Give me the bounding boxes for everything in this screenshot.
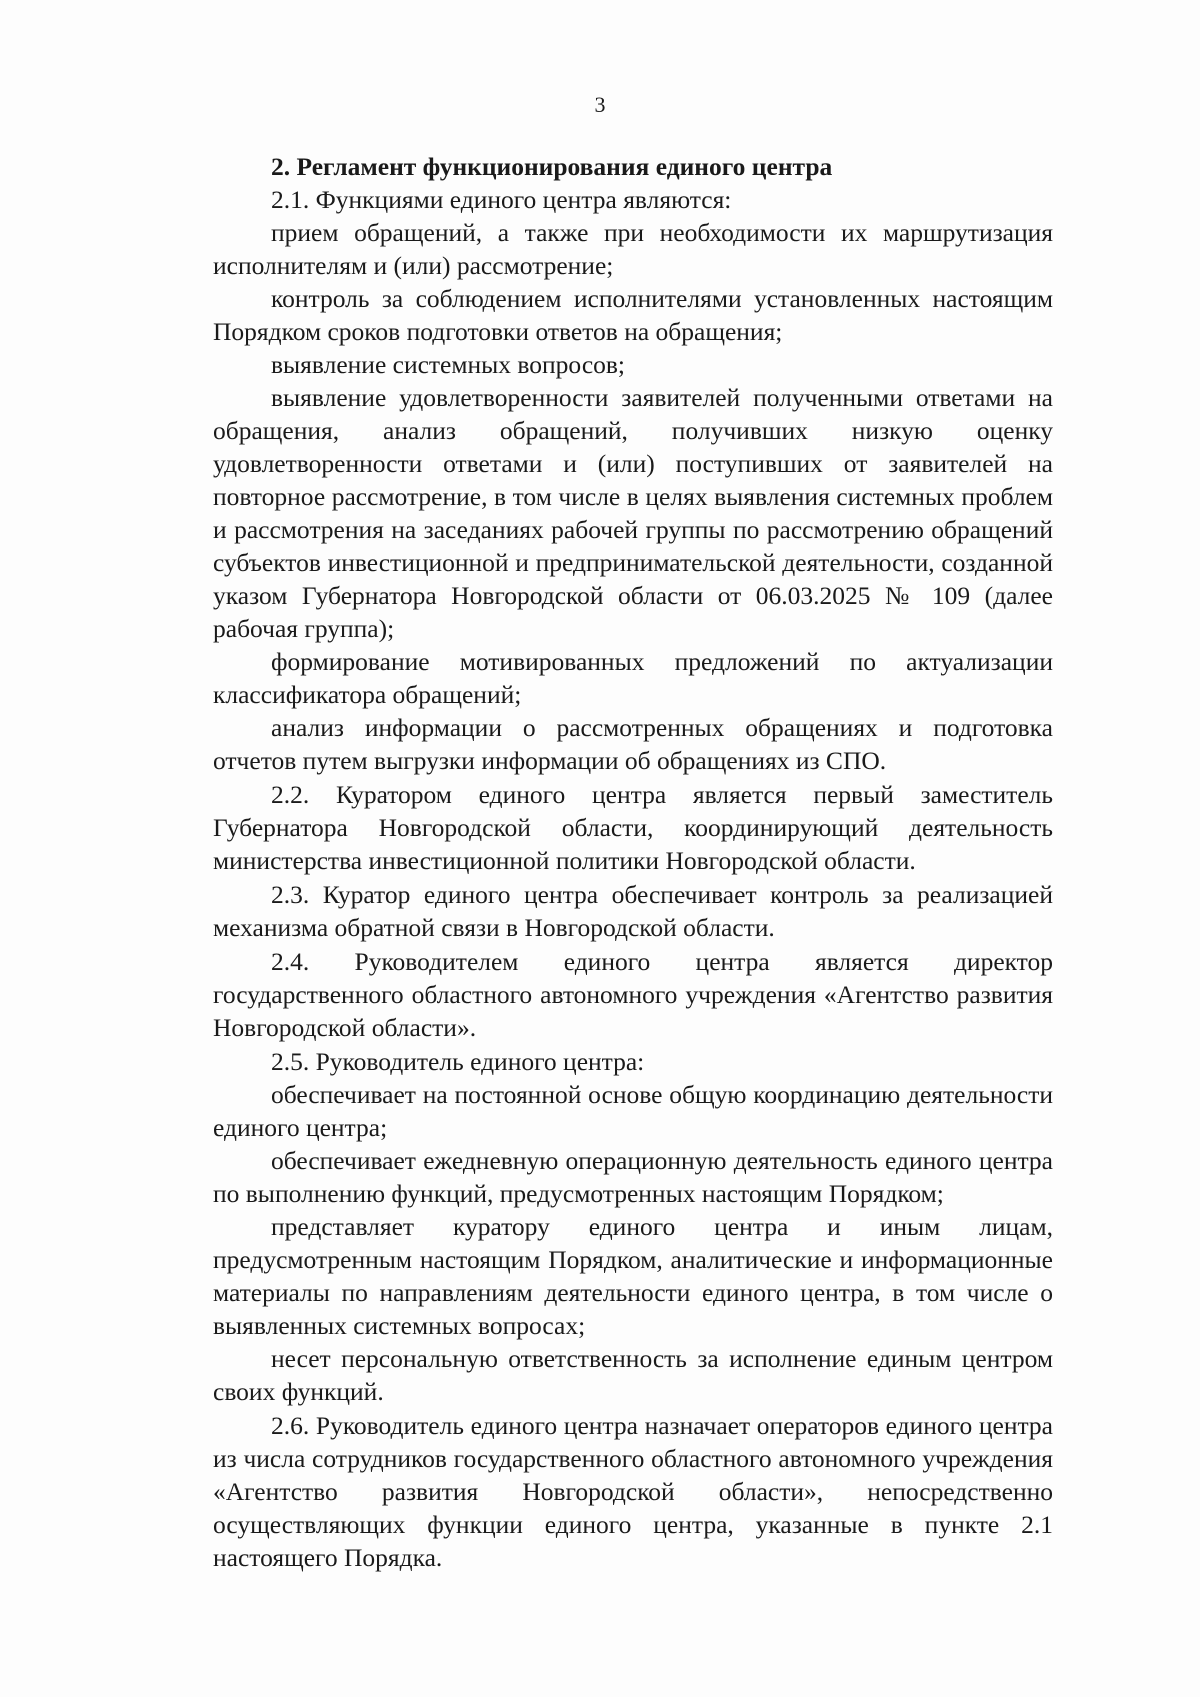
paragraph-function-control: контроль за соблюдением исполнителями установленных настоящим Порядком сроков подготовки ответов на обращения; bbox=[213, 284, 1053, 346]
paragraph-function-intake: прием обращений, а также при необходимости их маршрутизация исполнителям и (или) рассмотрение; bbox=[213, 218, 1053, 280]
section-title: 2. Регламент функционирования единого центра bbox=[271, 152, 833, 181]
document-body bbox=[213, 150, 1053, 1574]
paragraph-function-systemic: выявление системных вопросов; bbox=[271, 350, 626, 379]
paragraph-duty-reporting: представляет куратору единого центра и иным лицам, предусмотренным настоящим Порядком, аналитические и информационные материалы по направлениям деятельности единого центра, в том числе о выявленных системных вопросах; bbox=[213, 1212, 1053, 1340]
paragraph-function-analysis: анализ информации о рассмотренных обращениях и подготовка отчетов путем выгрузки информации об обращениях из СПО. bbox=[213, 713, 1053, 775]
paragraph-2-4: 2.4. Руководителем единого центра является директор государственного областного автономного учреждения «Агентство развития Новгородской области». bbox=[213, 947, 1053, 1042]
paragraph-function-proposals: формирование мотивированных предложений по актуализации классификатора обращений; bbox=[213, 647, 1053, 709]
paragraph-2-1: 2.1. Функциями единого центра являются: bbox=[271, 185, 732, 214]
page-number: 3 bbox=[594, 92, 606, 117]
paragraph-duty-coordination: обеспечивает на постоянной основе общую координацию деятельности единого центра; bbox=[213, 1080, 1053, 1142]
paragraph-2-6: 2.6. Руководитель единого центра назначает операторов единого центра из числа сотрудников государственного областного автономного учреждения «Агентство развития Новгородской области», непосредственно осуществляющих функции единого центра, указанные в пункте 2.1 настоящего Порядка. bbox=[213, 1411, 1053, 1572]
paragraph-2-2: 2.2. Куратором единого центра является первый заместитель Губернатора Новгородской области, координирующий деятельность министерства инвестиционной политики Новгородской области. bbox=[213, 780, 1053, 875]
paragraph-2-5: 2.5. Руководитель единого центра: bbox=[271, 1047, 645, 1076]
paragraph-2-3: 2.3. Куратор единого центра обеспечивает контроль за реализацией механизма обратной связи в Новгородской области. bbox=[213, 880, 1053, 942]
paragraph-function-satisfaction: выявление удовлетворенности заявителей полученными ответами на обращения, анализ обращений, получивших низкую оценку удовлетворенности ответами и (или) поступивших от заявителей на повторное рассмотрение, в том числе в целях выявления системных проблем и рассмотрения на заседаниях рабочей группы по рассмотрению обращений субъектов инвестиционной и предпринимательской деятельности, созданной указом Губернатора Новгородской области от 06.03.2025 № 109 (далее рабочая группа); bbox=[213, 383, 1053, 643]
paragraph-duty-operations: обеспечивает ежедневную операционную деятельность единого центра по выполнению функций, предусмотренных настоящим Порядком; bbox=[213, 1146, 1053, 1208]
paragraph-duty-responsibility: несет персональную ответственность за исполнение единым центром своих функций. bbox=[213, 1344, 1053, 1406]
